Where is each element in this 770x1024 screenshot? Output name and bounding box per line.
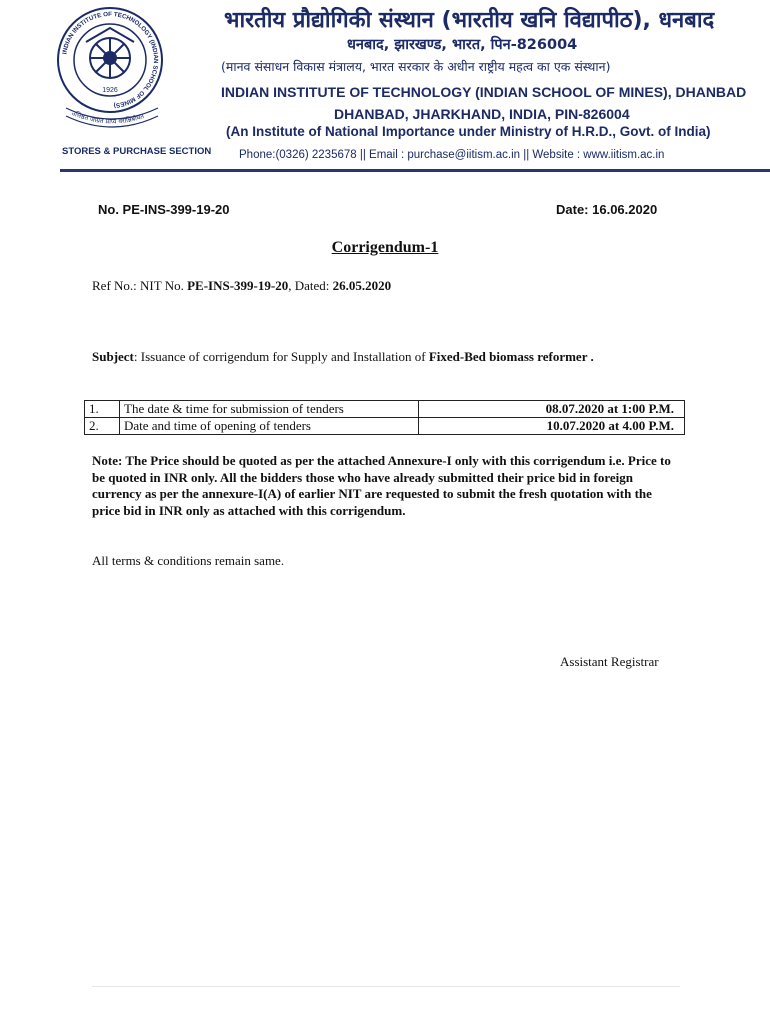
row-value: 10.07.2020 at 4.00 P.M. bbox=[419, 418, 685, 435]
table-row bbox=[85, 418, 685, 435]
logo-year: 1926 bbox=[102, 87, 118, 94]
terms-line: All terms & conditions remain same. bbox=[92, 553, 285, 568]
logo-motto: उत्तिष्ठत जाग्रत प्राप्य वरान्निबोधत bbox=[70, 109, 146, 126]
schedule-table bbox=[84, 400, 685, 435]
institute-logo bbox=[56, 6, 164, 114]
row-value: 08.07.2020 at 1:00 P.M. bbox=[419, 401, 685, 418]
hindi-address: धनबाद, झारखण्ड, भारत, पिन-826004 bbox=[347, 37, 578, 53]
reference-number: PE-INS-399-19-20 bbox=[187, 278, 289, 293]
row-description: Date and time of opening of tenders bbox=[120, 418, 419, 435]
signatory: Assistant Registrar bbox=[560, 654, 659, 669]
subject-label: Subject bbox=[92, 349, 134, 364]
document-number: No. PE-INS-399-19-20 bbox=[98, 202, 230, 217]
reference-prefix: Ref No.: NIT No. bbox=[92, 278, 188, 293]
contact-line: Phone:(0326) 2235678 || Email : purchase@iitism.ac.in || Website : www.iitism.ac.in bbox=[239, 149, 665, 161]
table-row bbox=[85, 401, 685, 418]
row-number: 2. bbox=[85, 418, 120, 435]
row-description: The date & time for submission of tenders bbox=[120, 401, 419, 418]
subject-line bbox=[92, 349, 594, 365]
section-name: STORES & PURCHASE SECTION bbox=[62, 146, 212, 157]
svg-text:उत्तिष्ठत जाग्रत प्राप्य वरान् bbox=[71, 109, 146, 126]
reference-mid: , Dated: bbox=[288, 278, 333, 293]
header-divider bbox=[60, 169, 770, 172]
row-number: 1. bbox=[85, 401, 120, 418]
reference-line bbox=[92, 278, 391, 294]
note-paragraph: Note: The Price should be quoted as per the attached Annexure-I only with this corrigendum i.e. Price to be quoted in INR only. All the bidders those who have already submitted their price bid in foreign currency as per the annexure-I(A) of earlier NIT are requested to submit the fresh quotation with the price bid in INR only as attached with this corrigendum. bbox=[92, 453, 671, 518]
subject-item: Fixed-Bed biomass reformer . bbox=[428, 349, 594, 364]
reference-date: 26.05.2020 bbox=[332, 278, 392, 293]
document-date: Date: 16.06.2020 bbox=[556, 202, 658, 217]
logo-motto-banner bbox=[64, 100, 160, 130]
hindi-subtitle: (मानव संसाधन विकास मंत्रालय, भारत सरकार के अधीन राष्ट्रीय महत्व का एक संस्थान) bbox=[221, 59, 611, 74]
hindi-institute-title: भारतीय प्रौद्योगिकी संस्थान (भारतीय खनि विद्यापीठ), धनबाद bbox=[224, 8, 715, 33]
subject-text: : Issuance of corrigendum for Supply and Installation of bbox=[133, 349, 429, 364]
english-institute-name: INDIAN INSTITUTE OF TECHNOLOGY (INDIAN SCHOOL OF MINES), DHANBAD bbox=[221, 84, 747, 100]
english-subtitle: (An Institute of National Importance under Ministry of H.R.D., Govt. of India) bbox=[226, 124, 711, 139]
footer-divider bbox=[92, 986, 680, 987]
logo-ring-text: INDIAN INSTITUTE OF TECHNOLOGY (INDIAN SCHOOL OF MINES) bbox=[61, 10, 160, 109]
document-title: Corrigendum-1 bbox=[331, 239, 439, 256]
english-address: DHANBAD, JHARKHAND, INDIA, PIN-826004 bbox=[334, 106, 630, 122]
